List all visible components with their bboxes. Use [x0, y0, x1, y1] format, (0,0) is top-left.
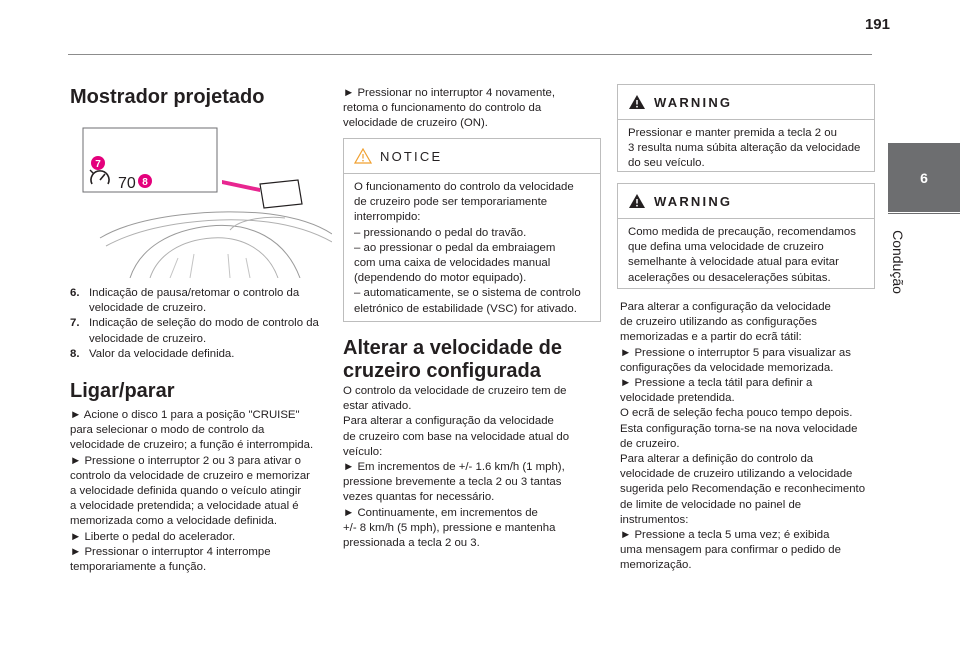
text-line: ► Pressione a tecla tátil para definir a	[620, 377, 813, 390]
text-line: de cruzeiro com base na velocidade atual do	[343, 430, 570, 443]
legend-text: Indicação de seleção do modo de controlo da velocidade de cruzeiro.	[89, 317, 319, 345]
text-line: de cruzeiro.	[620, 437, 680, 450]
text-line: Para alterar a configuração da velocidade	[343, 415, 554, 428]
hud-screen	[260, 180, 302, 208]
legend-item	[70, 347, 330, 362]
legend-text: Indicação de pausa/retomar o controlo da velocidade de cruzeiro.	[89, 287, 300, 315]
text-line: ► Pressionar no interruptor 4 novamente,	[343, 87, 555, 99]
warning-2-body	[618, 219, 874, 286]
text-line: Para alterar a configuração da velocidade	[620, 301, 831, 313]
text-line: interrompido:	[354, 211, 421, 224]
notice-header	[344, 139, 600, 173]
memorizadas-text	[620, 300, 882, 574]
warning-box-1	[617, 84, 875, 172]
dashboard-drawing	[70, 118, 332, 278]
text-line: memorizada como a velocidade definida.	[70, 515, 278, 528]
text-line: pressionada a tecla 2 ou 3.	[343, 537, 480, 550]
text-line: que defina uma velocidade de cruzeiro	[628, 241, 824, 254]
text-line: uma mensagem para confirmar o pedido de	[620, 544, 841, 557]
projection-beam	[222, 180, 260, 192]
text-line: memorizadas e a partir do ecrã tátil:	[620, 331, 802, 344]
callout-7-label: 7	[95, 159, 101, 170]
callout-8-label: 8	[142, 177, 148, 188]
text-line: do seu veículo.	[628, 157, 705, 170]
text-line: estar ativado.	[343, 400, 412, 413]
text-line: ► Pressione o interruptor 5 para visualizar as	[620, 346, 851, 359]
text-line: sugerida pelo Recomendação e reconhecimento	[620, 483, 866, 496]
text-line: ► Acione o disco 1 para a posição "CRUISE"	[70, 409, 300, 421]
text-line: ► Liberte o pedal do acelerador.	[70, 530, 236, 543]
heading-ligar-parar: Ligar/parar	[70, 380, 175, 402]
text-line: velocidade pretendida.	[620, 392, 735, 405]
text-line: Pressionar e manter premida a tecla 2 ou	[628, 127, 837, 139]
legend-number: 7.	[70, 317, 80, 330]
text-line: ► Em incrementos de +/- 1.6 km/h (1 mph),	[343, 461, 565, 474]
text-line: – automaticamente, se o sistema de controlo	[354, 287, 581, 300]
warning-triangle-icon	[628, 94, 646, 110]
text-line: instrumentos:	[620, 513, 689, 526]
text-line: O ecrã de seleção fecha pouco tempo depois.	[620, 407, 853, 420]
text-line: com uma caixa de velocidades manual	[354, 257, 551, 270]
warning-box-2	[617, 183, 875, 289]
text-line: configurações da velocidade memorizada.	[620, 361, 834, 374]
text-line: eletrónico de estabilidade (VSC) for ativado.	[354, 302, 577, 315]
text-line: O controlo da velocidade de cruzeiro tem de	[343, 385, 567, 397]
legend-item	[70, 316, 330, 346]
warning-1-title: WARNING	[654, 94, 733, 110]
chapter-tab[interactable]: 6	[888, 143, 960, 212]
text-line: +/- 8 km/h (5 mph), pressione e mantenha	[343, 521, 556, 534]
text-line: 3 resulta numa súbita alteração da velocidade	[628, 142, 861, 155]
text-line: ► Continuamente, em incrementos de	[343, 506, 538, 519]
text-line: de limite de velocidade no painel de	[620, 498, 802, 511]
notice-triangle-icon	[354, 148, 372, 164]
heading-alterar-velocidade: Alterar a velocidade de cruzeiro configurada	[343, 337, 562, 382]
warning-triangle-icon	[628, 193, 646, 209]
alterar-text	[343, 384, 605, 551]
warning-1-body	[618, 120, 874, 172]
text-line: velocidade de cruzeiro (ON).	[343, 117, 488, 130]
ligar-parar-text	[70, 408, 332, 575]
header-divider	[68, 54, 872, 55]
warning-2-header	[618, 184, 874, 218]
head-up-display-illustration	[70, 118, 332, 278]
text-line: (dependendo do motor equipado).	[354, 272, 527, 285]
warning-2-title: WARNING	[654, 193, 733, 209]
text-line: velocidade de cruzeiro utilizando a velocidade	[620, 468, 853, 481]
legend-number: 6.	[70, 287, 80, 299]
text-line: retoma o funcionamento do controlo da	[343, 102, 542, 115]
chapter-label-text: Condução	[890, 230, 906, 294]
text-line: ► Pressionar o interruptor 4 interrompe	[70, 545, 271, 558]
text-line: – pressionando o pedal do travão.	[354, 226, 527, 239]
legend-item	[70, 286, 330, 316]
warning-1-header	[618, 85, 874, 119]
chapter-label	[886, 222, 910, 302]
legend-text: Valor da velocidade definida.	[89, 347, 235, 360]
text-line: a velocidade pretendida; a velocidade atual é	[70, 500, 299, 513]
legend-list	[70, 286, 330, 362]
text-line: memorização.	[620, 559, 692, 572]
text-line: pressione brevemente a tecla 2 ou 3 tantas	[343, 476, 562, 489]
text-line: velocidade de cruzeiro; a função é interrompida.	[70, 439, 314, 452]
text-line: semelhante à velocidade atual para evitar	[628, 256, 839, 269]
text-line: veículo:	[343, 445, 383, 458]
page-number: 191	[864, 16, 890, 33]
text-line: a velocidade definida quando o veículo atingir	[70, 485, 302, 498]
text-line: vezes quantas for necessário.	[343, 491, 495, 504]
text-line: de cruzeiro pode ser temporariamente	[354, 196, 548, 209]
text-line: Esta configuração torna-se na nova velocidade	[620, 422, 858, 435]
text-line: Para alterar a definição do controlo da	[620, 453, 814, 466]
text-line: acelerações ou desacelerações súbitas.	[628, 271, 831, 284]
heading-mostrador-projetado: Mostrador projetado	[70, 86, 265, 108]
chapter-tab-divider	[888, 213, 960, 214]
text-line: temporariamente a função.	[70, 561, 207, 574]
set-speed-value: 70	[118, 175, 136, 192]
text-line: para selecionar o modo de controlo da	[70, 424, 265, 437]
text-line: Como medida de precaução, recomendamos	[628, 226, 856, 238]
text-line: ► Pressione a tecla 5 uma vez; é exibida	[620, 529, 830, 542]
text-line: O funcionamento do controlo da velocidade	[354, 181, 574, 193]
text-line: ► Pressione o interruptor 2 ou 3 para ativar o	[70, 454, 301, 467]
text-line: de cruzeiro utilizando as configurações	[620, 316, 817, 329]
text-line: controlo da velocidade de cruzeiro e memorizar	[70, 469, 310, 482]
notice-title: NOTICE	[380, 148, 443, 164]
text-line: – ao pressionar o pedal da embraiagem	[354, 241, 556, 254]
notice-box	[343, 138, 601, 322]
legend-number: 8.	[70, 347, 80, 360]
notice-body	[344, 174, 600, 317]
retoma-text	[343, 86, 605, 132]
